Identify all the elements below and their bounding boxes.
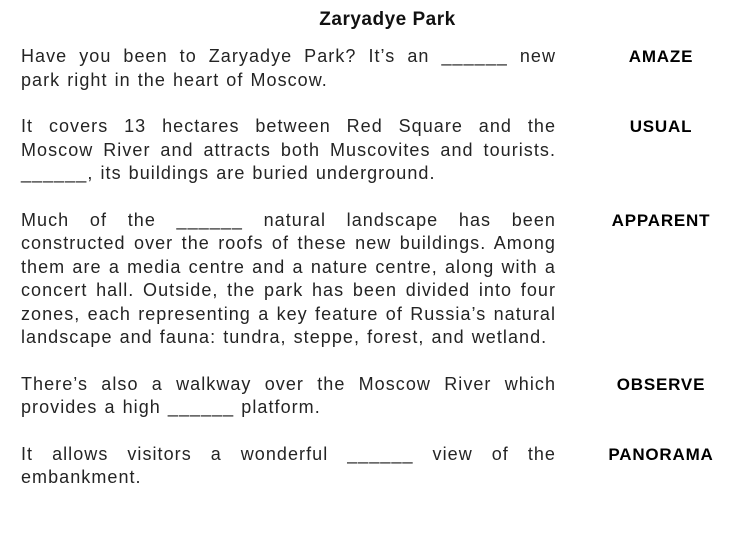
passage-text: It allows visitors a wonderful ______ view of the embankment. [21,443,556,487]
keyword-label: OBSERVE [616,374,706,394]
document-title: Zaryadye Park [319,9,456,30]
passage-text: Have you been to Zaryadye Park? It’s an ______ new park right in the heart of Moscow. [21,46,556,90]
passage-text: It covers 13 hectares between Red Square and the Moscow River and attracts both Muscovites and tourists. ______, its buildings are buried underground. [21,116,556,183]
passage-text: Much of the ______ natural landscape has been constructed over the roofs of these new buildings. Among them are a media centre and a nature centre, along with a concert hall. Outside, the park has been divided into four zones, each representing a key feature of Russia’s natural landscape and fauna: tundra, steppe, forest, and wetland. [21,209,556,347]
passage-row [21,443,745,490]
keyword-label: PANORAMA [608,444,714,464]
passage-row [21,209,745,350]
keyword-label: APPARENT [611,210,711,230]
passage-row [21,45,745,92]
passage-row [21,373,745,420]
passage-text: There’s also a walkway over the Moscow River which provides a high ______ platform. [21,373,556,417]
passage-row [21,115,745,186]
keyword-label: USUAL [629,117,693,136]
keyword-label: AMAZE [628,47,694,66]
